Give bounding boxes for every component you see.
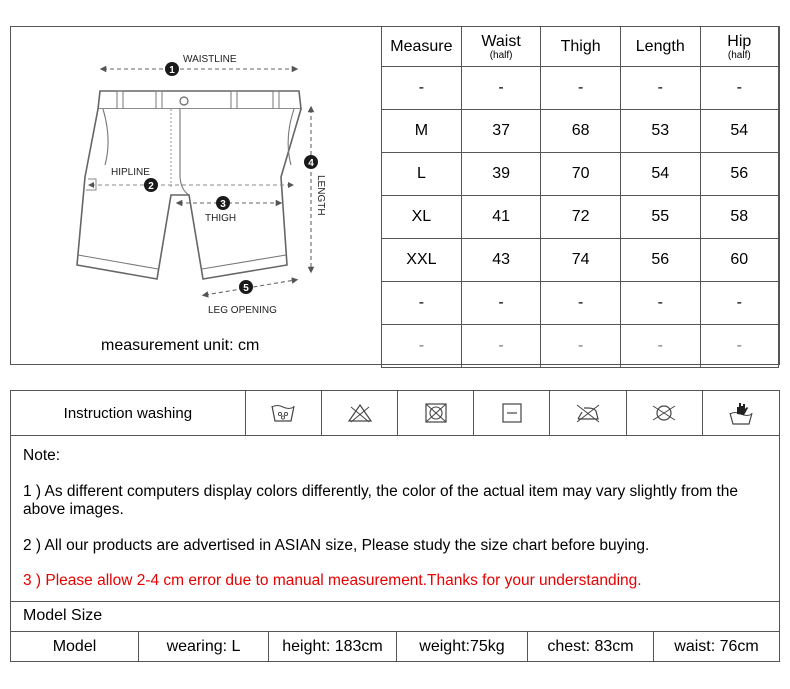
table-cell: - — [541, 325, 621, 368]
note-item: 1 ) As different computers display colors differently, the color of the actual item may vary slightly from the above images. — [23, 483, 739, 518]
wash-30-icon — [246, 391, 322, 435]
table-cell: 53 — [620, 110, 700, 153]
note-item: 2 ) All our products are advertised in ASIAN size, Please study the size chart before buying. — [23, 537, 650, 554]
table-cell: 54 — [700, 110, 778, 153]
washing-notes-panel — [10, 390, 780, 602]
table-cell: 70 — [541, 153, 621, 196]
table-cell: 37 — [461, 110, 541, 153]
table-cell: - — [382, 325, 462, 368]
table-cell: 68 — [541, 110, 621, 153]
waistline-label: WAISTLINE — [183, 54, 237, 65]
no-bleach-icon — [322, 391, 398, 435]
marker-2-number: 2 — [148, 181, 154, 192]
table-cell: XL — [382, 196, 462, 239]
table-cell: 56 — [620, 239, 700, 282]
table-cell: - — [700, 67, 778, 110]
marker-5-number: 5 — [243, 283, 249, 294]
table-row — [382, 153, 779, 196]
table-cell: - — [620, 325, 700, 368]
washing-label: Instruction washing — [11, 391, 246, 435]
table-cell: - — [541, 67, 621, 110]
table-cell: - — [700, 325, 778, 368]
header-waist: Waist (half) — [461, 27, 541, 67]
model-weight-cell: weight:75kg — [397, 632, 528, 661]
model-chest-cell: chest: 83cm — [528, 632, 654, 661]
table-cell: - — [620, 282, 700, 325]
header-thigh: Thigh — [541, 27, 621, 67]
table-cell: M — [382, 110, 462, 153]
table-cell: - — [461, 282, 541, 325]
model-size-title: Model Size — [10, 601, 780, 632]
table-cell: 60 — [700, 239, 778, 282]
length-label: LENGTH — [315, 175, 326, 216]
marker-3-number: 3 — [220, 199, 226, 210]
no-dry-clean-icon — [627, 391, 703, 435]
washing-instructions-row — [11, 391, 779, 436]
table-row — [382, 110, 779, 153]
leg-opening-label: LEG OPENING — [208, 305, 277, 316]
model-waist-cell: waist: 76cm — [674, 637, 759, 655]
header-hip: Hip (half) — [700, 27, 778, 67]
header-length: Length — [620, 27, 700, 67]
iron-low-icon — [550, 391, 626, 435]
size-table-header-row — [382, 27, 779, 67]
table-cell: - — [620, 67, 700, 110]
dry-flat-icon — [474, 391, 550, 435]
table-cell: 56 — [700, 153, 778, 196]
table-row — [382, 239, 779, 282]
table-cell: 43 — [461, 239, 541, 282]
table-cell: - — [382, 282, 462, 325]
thigh-label: THIGH — [205, 213, 237, 224]
marker-1 — [165, 62, 179, 76]
shorts-outline-drawing — [11, 27, 381, 327]
marker-1-number: 1 — [169, 65, 175, 76]
table-row — [382, 67, 779, 110]
table-cell: 72 — [541, 196, 621, 239]
header-measure: Measure — [382, 27, 462, 67]
note-item-warning: 3 ) Please allow 2-4 cm error due to manual measurement.Thanks for your understanding. — [23, 572, 642, 589]
marker-5 — [239, 280, 253, 294]
table-cell: - — [700, 282, 778, 325]
table-cell: - — [461, 67, 541, 110]
model-wearing-cell: wearing: L — [139, 632, 269, 661]
hipline-label: HIPLINE — [111, 167, 150, 178]
table-row — [382, 282, 779, 325]
model-cell: Model — [11, 632, 139, 661]
table-row — [382, 196, 779, 239]
model-height-cell: height: 183cm — [269, 632, 397, 661]
marker-4-number: 4 — [308, 158, 314, 169]
size-chart-panel — [10, 26, 780, 365]
table-cell: - — [541, 282, 621, 325]
table-cell: XXL — [382, 239, 462, 282]
notes-title: Note: — [23, 447, 61, 464]
size-table — [381, 26, 779, 368]
table-cell: 41 — [461, 196, 541, 239]
marker-4 — [304, 155, 318, 169]
table-cell: - — [461, 325, 541, 368]
table-cell: 58 — [700, 196, 778, 239]
table-cell: 39 — [461, 153, 541, 196]
shorts-diagram — [11, 27, 381, 364]
table-cell: 55 — [620, 196, 700, 239]
no-tumble-dry-icon — [398, 391, 474, 435]
table-cell: 74 — [541, 239, 621, 282]
marker-3 — [216, 196, 230, 210]
table-cell: 54 — [620, 153, 700, 196]
measurement-unit-text: measurement unit: cm — [101, 337, 260, 354]
marker-2 — [144, 178, 158, 192]
table-row — [382, 325, 779, 368]
hand-wash-icon — [703, 391, 779, 435]
table-cell: - — [382, 67, 462, 110]
model-info-row — [10, 631, 780, 662]
table-cell: L — [382, 153, 462, 196]
